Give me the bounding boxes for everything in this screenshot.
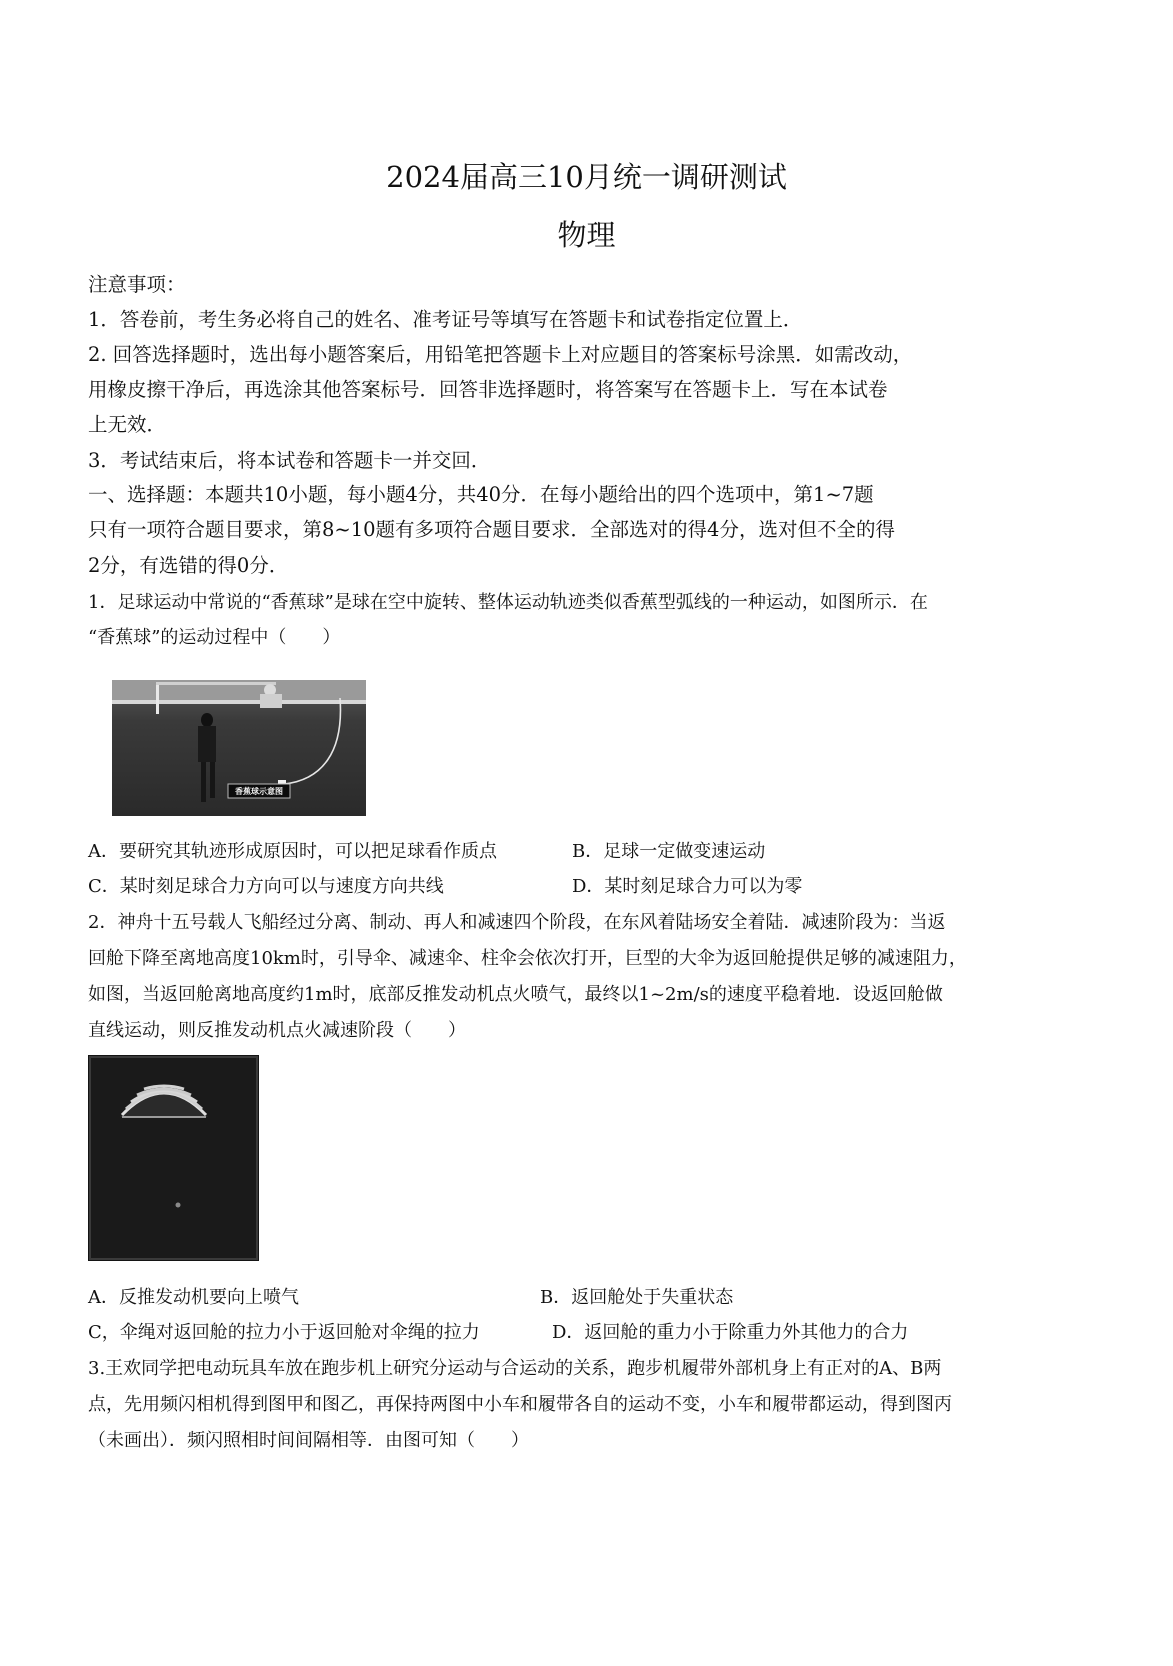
q2-stem: 2．神舟十五号载人飞船经过分离、制动、再人和减速四个阶段，在东风着陆场安全着陆．减速阶段为：当返 [88, 912, 946, 933]
notice-item: 用橡皮擦干净后，再选涂其他答案标号．回答非选择题时，将答案写在答题卡上．写在本试卷 [88, 378, 888, 401]
q2-option-a: A．反推发动机要向上喷气 [88, 1287, 299, 1308]
notice-item: 3．考试结束后，将本试卷和答题卡一并交回． [88, 449, 491, 472]
q2-option-d: D．返回舱的重力小于除重力外其他力的合力 [552, 1322, 909, 1343]
q3-stem: 点，先用频闪相机得到图甲和图乙，再保持两图中小车和履带各自的运动不变，小车和履带都运动，得到图丙 [88, 1394, 952, 1415]
notice-item: 2. 回答选择题时，选出每小题答案后，用铅笔把答题卡上对应题目的答案标号涂黑．如需改动， [88, 343, 913, 366]
notice-item: 1．答卷前，考生务必将自己的姓名、准考证号等填写在答题卡和试卷指定位置上． [88, 308, 803, 331]
photo-caption: 香蕉球示意图 [235, 787, 283, 796]
exam-title: 2024届高三10月统一调研测试 [386, 160, 787, 194]
q1-stem: 1．足球运动中常说的“香蕉球”是球在空中旋转、整体运动轨迹类似香蕉型弧线的一种运动，如图所示．在 [88, 592, 928, 613]
section-instruction: 只有一项符合题目要求，第8~10题有多项符合题目要求．全部选对的得4分，选对但不全的得 [88, 518, 895, 541]
q1-option-c: C．某时刻足球合力方向可以与速度方向共线 [88, 876, 444, 897]
section-instruction: 一、选择题：本题共10小题，每小题4分，共40分．在每小题给出的四个选项中，第1~7题 [88, 483, 874, 506]
q3-stem: （未画出）．频闪照相时间间隔相等．由图可知（ ） [88, 1430, 529, 1451]
notice-item: 上无效． [88, 413, 167, 436]
q2-option-b: B．返回舱处于失重状态 [540, 1287, 734, 1308]
q2-stem: 回舱下降至离地高度10km时，引导伞、减速伞、柱伞会依次打开，巨型的大伞为返回舱提供足够的减速阻力， [88, 948, 967, 969]
capsule-photo [88, 1055, 259, 1261]
q3-stem: 3.王欢同学把电动玩具车放在跑步机上研究分运动与合运动的关系，跑步机履带外部机身上有正对的A、B两 [88, 1358, 942, 1379]
q2-stem: 直线运动，则反推发动机点火减速阶段（ ） [88, 1020, 466, 1041]
q1-option-b: B．足球一定做变速运动 [572, 841, 766, 862]
q1-option-d: D．某时刻足球合力可以为零 [572, 876, 803, 897]
banana-kick-photo [112, 680, 366, 816]
q1-option-a: A．要研究其轨迹形成原因时，可以把足球看作质点 [88, 841, 497, 862]
q2-stem: 如图，当返回舱离地高度约1m时，底部反推发动机点火喷气，最终以1~2m/s的速度平稳着地．设返回舱做 [88, 984, 943, 1005]
q2-option-c: C，伞绳对返回舱的拉力小于返回舱对伞绳的拉力 [88, 1322, 480, 1343]
section-instruction: 2分，有选错的得0分． [88, 554, 289, 577]
q1-stem: “香蕉球”的运动过程中（ ） [88, 627, 341, 648]
subject-title: 物理 [557, 218, 616, 252]
notice-heading: 注意事项： [88, 273, 186, 296]
